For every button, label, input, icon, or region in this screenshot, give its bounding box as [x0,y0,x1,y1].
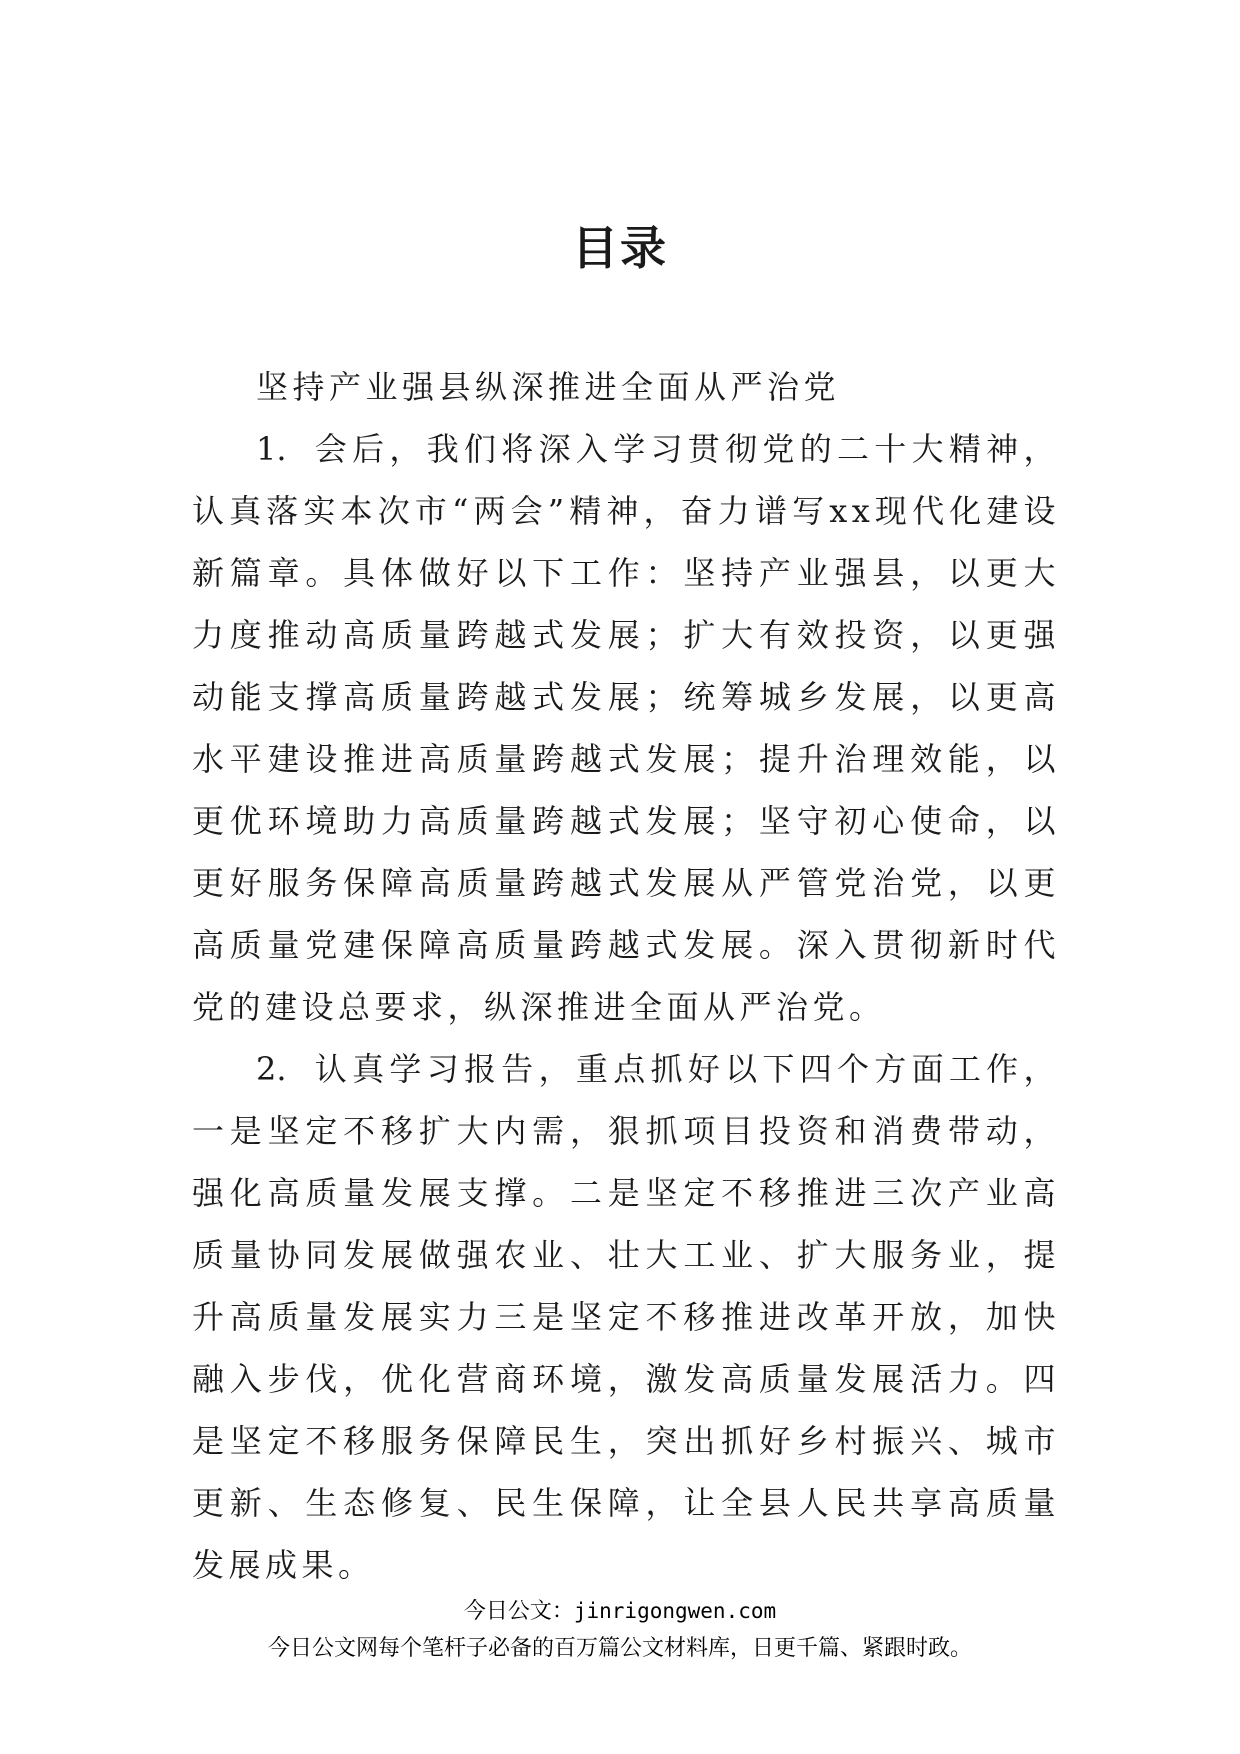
document-title: 目录 [572,221,668,275]
list-item-text: 会后，我们将深入学习贯彻党的二十大精神，认真落实本次市“两会”精神，奋力谱写xx现代化建设新篇章。具体做好以下工作：坚持产业强县，以更大力度推动高质量跨越式发展；扩大有效投资，以更强动能支撑高质量跨越式发展；统筹城乡发展，以更高水平建设推进高质量跨越式发展；提升治理效能，以更优环境助力高质量跨越式发展；坚守初心使命，以更好服务保障高质量跨越式发展从严管党治党，以更高质量党建保障高质量跨越式发展。深入贯彻新时代党的建设总要求，纵深推进全面从严治党。 [192,430,1060,1026]
list-item-number: 1. [256,430,287,468]
document-body [192,356,1060,1596]
list-item-number: 2. [256,1050,287,1088]
footer-url-link[interactable]: jinrigongwen.com [573,1599,777,1623]
footer-label: 今日公文： [463,1599,574,1624]
footer-slogan: 今日公文网每个笔杆子必备的百万篇公文材料库，日更千篇、紧跟时政。 [267,1636,972,1661]
toc-entry: 坚持产业强县纵深推进全面从严治党 [256,368,841,406]
list-item-text: 认真学习报告，重点抓好以下四个方面工作，一是坚定不移扩大内需，狠抓项目投资和消费带动，强化高质量发展支撑。二是坚定不移推进三次产业高质量协同发展做强农业、壮大工业、扩大服务业，提升高质量发展实力三是坚定不移推进改革开放，加快融入步伐，优化营商环境，激发高质量发展活力。四是坚定不移服务保障民生，突出抓好乡村振兴、城市更新、生态修复、民生保障，让全县人民共享高质量发展成果。 [192,1050,1060,1584]
list-item [192,418,1060,1038]
footer-source-line [0,1596,1240,1627]
list-item [192,1038,1060,1596]
